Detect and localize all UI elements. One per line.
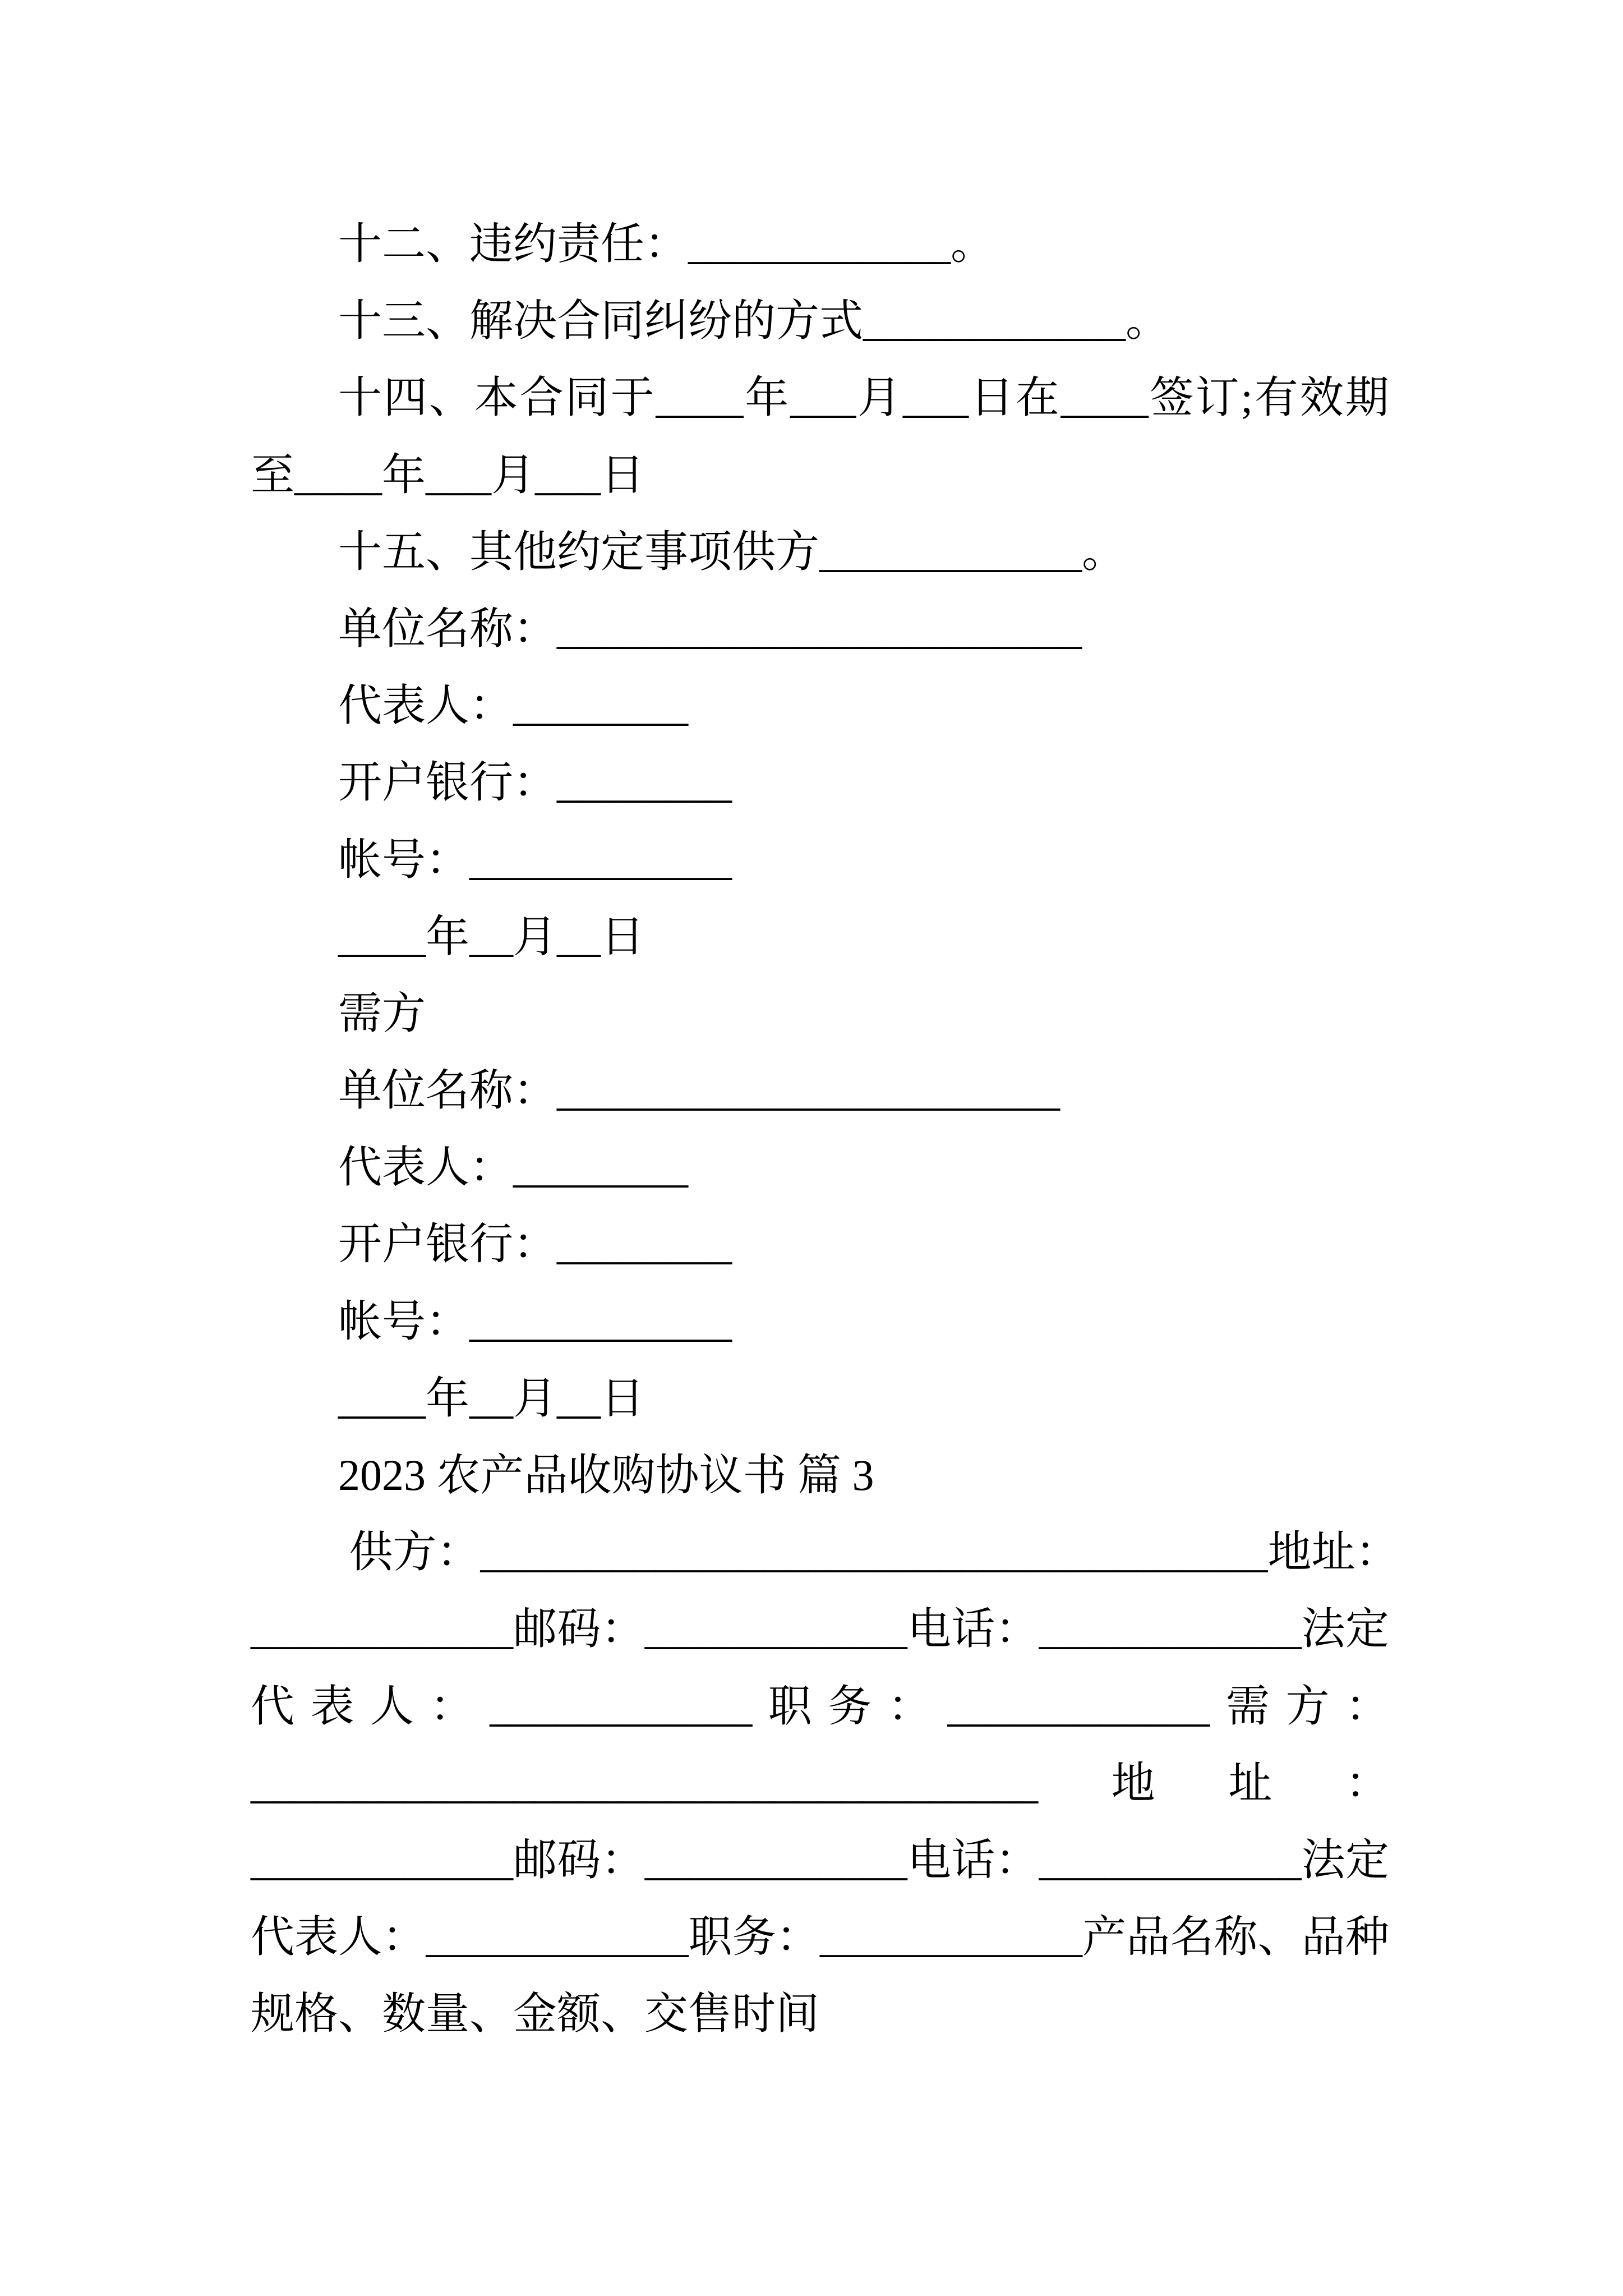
blank-field: ____	[656, 373, 744, 422]
text-glyph: ：	[776, 1912, 820, 1962]
text-glyph: 定	[1345, 1604, 1389, 1654]
text-glyph: 本	[474, 373, 518, 422]
text-glyph: 务	[732, 1912, 776, 1962]
blank-field: ____________	[1039, 1835, 1302, 1884]
text-glyph: 方	[1285, 1681, 1330, 1731]
blank-field: ____________	[490, 1681, 753, 1731]
text-glyph: 务	[828, 1681, 872, 1731]
text-glyph: 产	[1082, 1912, 1127, 1962]
text-glyph: ：	[995, 1604, 1039, 1654]
buyer-representative-field: 代表人：________	[338, 1143, 689, 1192]
text-glyph: ：	[995, 1835, 1039, 1884]
text-glyph: 代	[251, 1681, 295, 1731]
text-glyph: 法	[1301, 1835, 1345, 1884]
blank-field: ___	[790, 373, 856, 422]
buyer-account-field: 帐号：____________	[338, 1296, 732, 1346]
document-body	[251, 205, 1399, 2053]
supplier-unit-name-field: 单位名称：________________________	[338, 604, 1082, 653]
blank-field: ____________________________________	[251, 1758, 1038, 1807]
text-glyph: 十	[338, 373, 382, 422]
clause-14-signing-date-line-1	[251, 359, 1389, 436]
text-glyph: 址	[1228, 1758, 1272, 1807]
blank-field: ____________	[819, 1912, 1082, 1962]
text-glyph: 有	[1254, 373, 1298, 422]
text-glyph: 邮	[513, 1604, 557, 1654]
clause-15-other-terms: 十五、其他约定事项供方____________。	[338, 527, 1126, 576]
clause-14-signing-date-line-2: 至____年___月___日	[251, 450, 645, 499]
blank-field: ____________	[426, 1912, 689, 1962]
text-glyph: 期	[1345, 373, 1389, 422]
text-glyph: 码	[557, 1835, 601, 1884]
text-glyph: ：	[601, 1604, 645, 1654]
product-details-line: 规格、数量、金额、交售时间	[251, 1989, 820, 2039]
text-glyph: 码	[557, 1604, 601, 1654]
text-glyph: 合	[519, 373, 564, 422]
clause-12-breach-liability: 十二、违约责任：____________。	[338, 219, 995, 268]
text-glyph: 电	[907, 1835, 951, 1884]
text-glyph: 品	[1126, 1912, 1170, 1962]
text-glyph: 四	[383, 373, 427, 422]
text-glyph: 需	[1225, 1681, 1270, 1731]
text-glyph: ;	[1241, 373, 1253, 422]
text-glyph: 、	[1257, 1912, 1302, 1962]
buyer-date-field: ____年__月__日	[338, 1373, 645, 1423]
text-glyph: ：	[601, 1835, 645, 1884]
text-glyph: 人	[370, 1681, 414, 1731]
supplier-legal-rep-line	[251, 1668, 1389, 1745]
text-glyph: 职	[768, 1681, 812, 1731]
supplier-account-field: 帐号：____________	[338, 835, 732, 884]
text-glyph: 称	[1214, 1912, 1258, 1962]
text-glyph: 同	[565, 373, 609, 422]
supplier-postcode-phone-line	[251, 1590, 1389, 1667]
text-glyph: 定	[1345, 1835, 1389, 1884]
blank-field: ____________	[947, 1681, 1210, 1731]
text-glyph: 表	[310, 1681, 354, 1731]
text-glyph: 话	[951, 1835, 995, 1884]
buyer-postcode-phone-line	[251, 1821, 1389, 1898]
text-glyph: 电	[907, 1604, 951, 1654]
text-glyph: 于	[610, 373, 654, 422]
text-glyph: 名	[1170, 1912, 1214, 1962]
text-glyph: 订	[1195, 373, 1239, 422]
buyer-legal-rep-line	[251, 1898, 1389, 1975]
blank-field: ____________	[1039, 1604, 1302, 1654]
text-glyph: 品	[1301, 1912, 1345, 1962]
text-glyph: 签	[1150, 373, 1194, 422]
buyer-address-line	[251, 1745, 1389, 1821]
text-glyph: 日	[970, 373, 1014, 422]
text-glyph: 年	[745, 373, 789, 422]
buyer-bank-field: 开户银行：________	[338, 1220, 732, 1269]
text-glyph: ：	[887, 1681, 932, 1731]
blank-field: ____	[1061, 373, 1149, 422]
buyer-heading: 需方	[338, 988, 426, 1038]
blank-field: ____________	[644, 1835, 907, 1884]
buyer-unit-name-field: 单位名称：_______________________	[338, 1066, 1061, 1115]
text-glyph: 种	[1345, 1912, 1389, 1962]
text-glyph: 邮	[513, 1835, 557, 1884]
blank-field: ____________	[251, 1835, 513, 1884]
supplier-address-line: 供方：____________________________________地址：	[349, 1527, 1399, 1577]
text-glyph: 、	[428, 373, 473, 422]
text-glyph: 人	[338, 1912, 382, 1962]
supplier-bank-field: 开户银行：________	[338, 758, 732, 807]
text-glyph: 表	[294, 1912, 339, 1962]
text-glyph: 地	[1111, 1758, 1155, 1807]
section-title-agreement-3: 2023 农产品收购协议书 篇 3	[338, 1451, 874, 1499]
supplier-representative-field: 代表人：________	[338, 681, 689, 730]
text-glyph: 话	[951, 1604, 995, 1654]
blank-field: ____________	[251, 1604, 513, 1654]
clause-13-dispute-resolution: 十三、解决合同纠纷的方式____________。	[338, 296, 1170, 346]
text-glyph: 月	[857, 373, 902, 422]
text-glyph: 法	[1301, 1604, 1345, 1654]
text-glyph: 职	[688, 1912, 732, 1962]
text-glyph: ：	[430, 1681, 474, 1731]
text-glyph: ：	[1345, 1758, 1389, 1807]
text-glyph: 代	[251, 1912, 295, 1962]
supplier-date-field: ____年__月__日	[338, 912, 645, 961]
text-glyph: 效	[1299, 373, 1344, 422]
text-glyph: 在	[1015, 373, 1059, 422]
blank-field: ____________	[644, 1604, 907, 1654]
text-glyph: ：	[382, 1912, 426, 1962]
blank-field: ___	[902, 373, 969, 422]
text-glyph: ：	[1345, 1681, 1389, 1731]
